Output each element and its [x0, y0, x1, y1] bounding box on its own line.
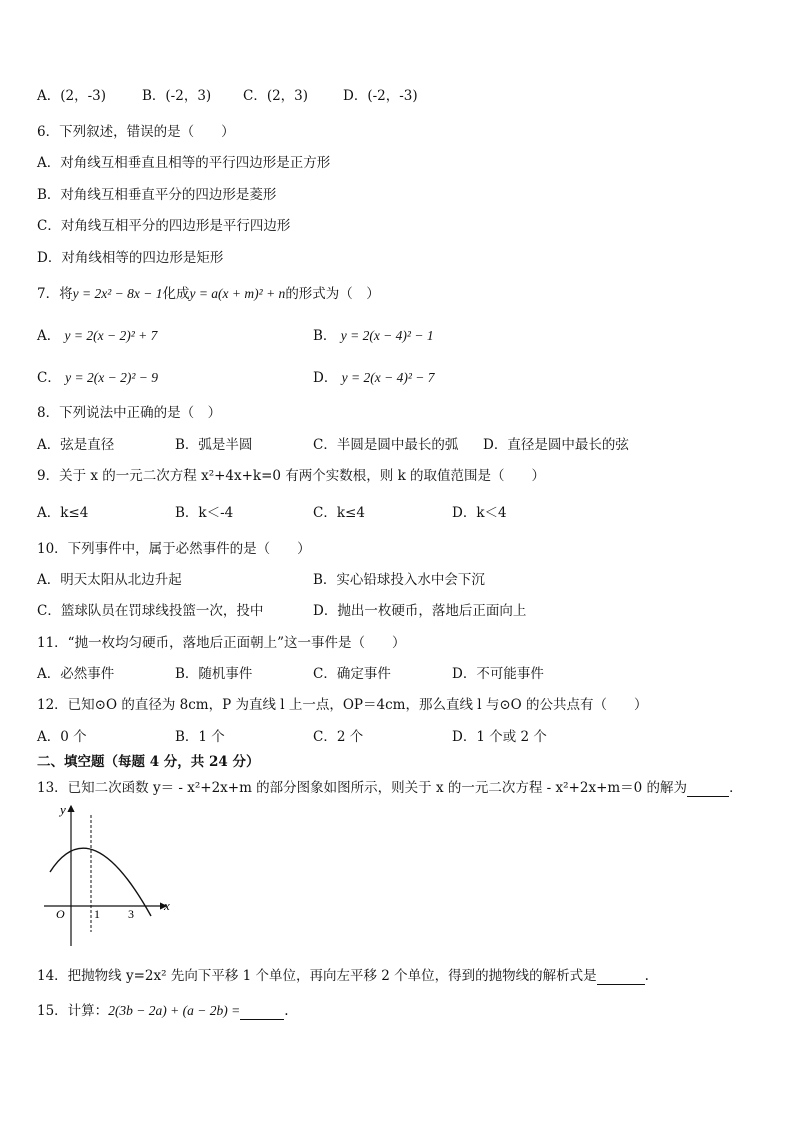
q9-option-a: A．k≤4 [37, 505, 89, 521]
y-axis-label: y [60, 802, 66, 817]
q14-stem [37, 967, 649, 985]
q8-option-a: A．弦是直径 [37, 437, 115, 453]
q7-option-d-letter: D． [313, 370, 338, 386]
q6-option-b: B．对角线互相垂直平分的四边形是菱形 [37, 187, 277, 203]
q12-option-c: C．2 个 [313, 729, 364, 745]
q10-option-c: C．篮球队员在罚球线投篮一次，投中 [37, 603, 264, 619]
q7-expr-vertex-form: y = a(x + m)² + n [189, 286, 286, 301]
q5-option-c: C．(2，3) [243, 88, 309, 104]
q7-option-a-expr: y = 2(x − 2)² + 7 [64, 328, 158, 343]
q15-stem-end: . [284, 1003, 289, 1019]
origin-label: O [56, 907, 65, 921]
q12-stem: 12．已知⊙O 的直径为 8cm，P 为直线 l 上一点，OP＝4cm，那么直线 l 与⊙O 的公共点有（ ） [37, 697, 648, 713]
q7-option-b [313, 327, 434, 345]
q13-answer-blank[interactable] [687, 782, 729, 797]
q5-option-d: D．(-2，-3) [343, 88, 418, 104]
q9-option-d: D．k＜4 [452, 505, 507, 521]
q7-option-c [37, 369, 158, 387]
q7-option-c-letter: C． [37, 370, 61, 386]
q11-option-b: B．随机事件 [175, 666, 253, 682]
q14-stem-end: . [644, 968, 649, 984]
q15-answer-blank[interactable] [240, 1005, 284, 1020]
q6-stem: 6．下列叙述，错误的是（ ） [37, 124, 235, 140]
q13-stem-text: 13．已知二次函数 y＝ - x²+2x+m 的部分图象如图所示，则关于 x 的一元二次方程 - x²+2x+m＝0 的解为 [37, 780, 688, 796]
q7-stem-mid: 化成 [162, 286, 190, 302]
q10-option-a: A．明天太阳从北边升起 [37, 572, 182, 588]
q10-option-b: B．实心铅球投入水中会下沉 [313, 572, 485, 588]
q8-stem: 8．下列说法中正确的是（ ） [37, 405, 222, 421]
q7-stem [37, 285, 380, 303]
q7-stem-prefix: 7．将 [37, 286, 73, 302]
q14-stem-text: 14．把抛物线 y=2x² 先向下平移 1 个单位，再向左平移 2 个单位，得到的抛物线的解析式是 [37, 968, 597, 984]
q10-stem: 10．下列事件中，属于必然事件的是（ ） [37, 541, 311, 557]
q14-answer-blank[interactable] [597, 970, 645, 985]
q15-expression: 2(3b − 2a) + (a − 2b) = [108, 1003, 241, 1018]
q7-option-a [37, 327, 157, 345]
q10-option-d: D．抛出一枚硬币，落地后正面向上 [313, 603, 527, 619]
q6-option-a: A．对角线互相垂直且相等的平行四边形是正方形 [37, 155, 331, 171]
q6-option-d: D．对角线相等的四边形是矩形 [37, 250, 224, 266]
q6-option-c: C．对角线互相平分的四边形是平行四边形 [37, 218, 291, 234]
q8-option-c: C．半圆是圆中最长的弧 [313, 437, 459, 453]
tick-label-3: 3 [128, 907, 134, 921]
q12-option-a: A．0 个 [37, 729, 87, 745]
q12-option-d: D．1 个或 2 个 [452, 729, 547, 745]
q13-stem [37, 779, 743, 797]
q5-option-a: A．(2，-3) [37, 88, 107, 104]
q8-option-b: B．弧是半圆 [175, 437, 253, 453]
tick-label-1: 1 [94, 907, 100, 921]
q7-option-b-letter: B． [313, 328, 337, 344]
q11-option-c: C．确定事件 [313, 666, 391, 682]
q12-option-b: B．1 个 [175, 729, 225, 745]
q7-option-d-expr: y = 2(x − 4)² − 7 [341, 370, 435, 385]
q11-stem: 11．“抛一枚均匀硬币，落地后正面朝上”这一事件是（ ） [37, 635, 406, 651]
q8-option-d: D．直径是圆中最长的弦 [483, 437, 629, 453]
q7-stem-suffix: 的形式为（ ） [285, 286, 380, 302]
q15-stem [37, 1002, 289, 1020]
q7-option-a-letter: A． [37, 328, 61, 344]
q7-option-d [313, 369, 434, 387]
q15-prefix: 15．计算： [37, 1003, 109, 1019]
q7-option-c-expr: y = 2(x − 2)² − 9 [65, 370, 158, 385]
q7-option-b-expr: y = 2(x − 4)² − 1 [340, 328, 434, 343]
q13-parabola-graph [36, 800, 176, 950]
q5-option-b: B．(-2，3) [142, 88, 212, 104]
q9-stem: 9．关于 x 的一元二次方程 x²+4x+k=0 有两个实数根，则 k 的取值范围是（ ） [37, 468, 546, 484]
q9-option-c: C．k≤4 [313, 505, 365, 521]
x-axis-label: x [164, 898, 170, 913]
q7-expr-original: y = 2x² − 8x − 1 [72, 286, 163, 301]
q11-option-d: D．不可能事件 [452, 666, 544, 682]
section-2-title: 二、填空题（每题 4 分，共 24 分） [37, 754, 260, 770]
q9-option-b: B．k＜-4 [175, 505, 234, 521]
q11-option-a: A．必然事件 [37, 666, 115, 682]
q13-stem-end: ． [729, 780, 743, 796]
